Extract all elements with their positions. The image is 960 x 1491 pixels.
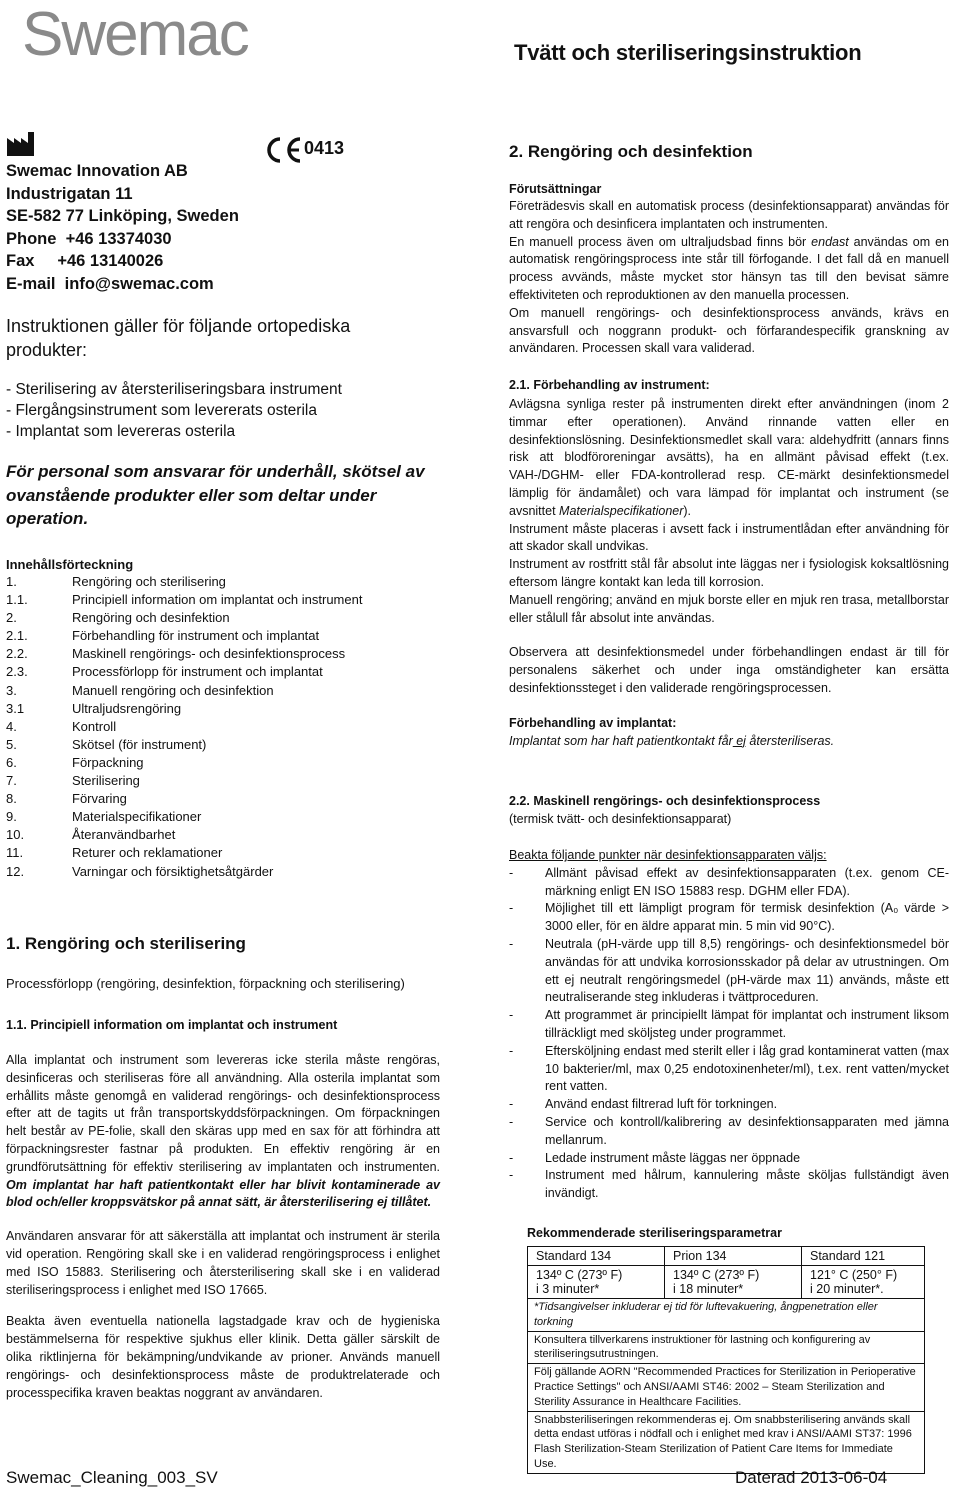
swemac-logo — [20, 0, 290, 70]
list-dash: - — [509, 1150, 514, 1165]
paragraph — [509, 234, 949, 305]
toc-item-label: Ultraljudsrengöring — [72, 700, 182, 716]
document-title: Tvätt och steriliseringsinstruktion — [514, 40, 862, 65]
params-table-wrap — [527, 1246, 925, 1474]
param-note: Snabbsteriliseringen rekommenderas ej. Om snabbsterilisering används skall detta endast utföras i nödfall och i enlighet med krav i ANSI/AAMI ST37: 1996 Flash Sterilization-Steam Sterilization of Patient Care Items for Immediate Use. — [534, 1413, 912, 1470]
list-item-text: Allmänt påvisad effekt av desinfektionsapparaten (t.ex. genom CE-märkning enligt EN ISO 15883 resp. DGHM eller FDA). — [545, 865, 949, 898]
toc-item-number: 2.3. — [6, 664, 28, 680]
list-item-text: Ledade instrument måste läggas ner öppnade — [545, 1150, 801, 1165]
product-item: - Implantat som levereras osterila — [6, 423, 236, 440]
toc-item-number: 2. — [6, 610, 17, 626]
paragraph-text: Implantat som har haft patientkontakt får — [509, 733, 733, 748]
param-note: Konsultera tillverkarens instruktioner för lastning och konfigurering av steriliseringsutrustningen. — [528, 1332, 924, 1365]
toc-item-number: 12. — [6, 863, 25, 879]
toc-item — [6, 790, 446, 808]
toc-item — [6, 591, 446, 609]
toc-item — [6, 573, 446, 591]
paragraph: Instrument måste placeras i avsett fack i instrumentlådan efter användning för att skador skall undvikas. — [509, 521, 949, 554]
toc-item-label: Sterilisering — [72, 773, 140, 789]
toc-item-number: 2.2. — [6, 646, 28, 662]
list-dash: - — [509, 865, 514, 880]
param-cell — [528, 1266, 665, 1299]
paragraph-text: Alla implantat och instrument som levereras icke sterila måste rengöras, desinficeras och steriliseras före all användning. Alla osterila implantat som erhållits måste genomgå en validerad rengörings- och desinfektionsprocess efter att de tagits ut från transportskyddsförpackningen. Om förpackningen helt består av PE-folie, skall den skäras upp med en sax för att förhindra att förpackningsrester fastnar på produkten. En effektiv rengöring är en grundförutsättning för effektiv sterilisering av implantaten och instrumenten. — [6, 1053, 440, 1174]
list-item-text: Möjlighet till ett lämpligt program för termisk desinfektion (A₀ värde > 3000 eller, för en äldre apparat min. 5 min vid 90°C). — [545, 901, 949, 934]
paragraph: Beakta även eventuella nationella lagstadgade krav och de hygieniska bestämmelserna för respektive sjukhus eller klinik. Detta gäller särskilt de olika riktlinjerna för bekämpning/undvikande av prioner. Används manuell rengörings- och desinfektionsprocess måste de produktrelaterade och processpecifika kraven beaktas noggrant av användaren. — [6, 1314, 440, 1400]
toc-item — [6, 863, 446, 881]
param-temp: 134º C (273º F) — [673, 1268, 760, 1282]
params-heading: Rekommenderade steriliseringsparametrar — [527, 1226, 782, 1240]
list-item — [509, 1096, 949, 1114]
section2-2-head — [509, 793, 949, 829]
list-item — [509, 1007, 949, 1043]
list-item-text: Service och kontroll/kalibrering av desinfektionsapparaten med jämna mellanrum. — [545, 1114, 949, 1147]
param-note: Följ gällande AORN "Recommended Practices for Sterilization in Perioperative Practice Settings" och ANSI/AAMI ST46: 2002 – Steam Sterilization and Sterility Assurance in Healthcare Facilities. — [528, 1364, 924, 1411]
toc-item-label: Maskinell rengörings- och desinfektionsprocess — [72, 646, 346, 662]
underlined-text: ej — [732, 733, 746, 748]
paragraph: Manuell rengöring; använd en mjuk borste eller en mjuk ren trasa, metallborstar eller stålull får absolut inte användas. — [509, 592, 949, 625]
product-item: - Flergångsinstrument som levererats osterila — [6, 402, 317, 419]
toc-item — [6, 627, 446, 645]
toc-item-number: 1. — [6, 574, 17, 589]
company-name: Swemac Innovation AB — [6, 162, 188, 180]
section1-heading: 1. Rengöring och sterilisering — [6, 934, 246, 953]
toc-item-label: Återanvändbarhet — [72, 827, 176, 843]
param-note: *Tidsangivelser inkluderar ej tid för luftevakuering, ångpenetration eller torkning — [528, 1299, 924, 1332]
footer-date: Daterad 2013-06-04 — [735, 1468, 888, 1487]
requirements-heading: Beakta följande punkter när desinfektionsapparaten väljs: — [509, 848, 827, 862]
manufacturer-icon — [6, 131, 36, 157]
toc-item-label: Skötsel (för instrument) — [72, 736, 207, 752]
company-address — [6, 160, 446, 295]
list-item — [509, 936, 949, 1007]
toc-item-number: 3.1 — [6, 700, 25, 716]
list-item-text: Neutrala (pH-värde upp till 8,5) rengörings- och desinfektionsmedel bör användas för att undvika korrosionsskador på delar av utrustningen. Om ett ej neutralt rengöringsmedel (pH-värde max 11) används, måste ett neutraliserande steg inkluderas i tvättproceduren. — [545, 936, 949, 1005]
toc-heading: Innehållsförteckning — [6, 557, 134, 572]
paragraph: Om manuell rengörings- och desinfektionsprocess används, krävs en ansvarsfull och noggrann produkt- och förfarandespecifik granskning av användaren. Processen skall vara validerad. — [509, 305, 949, 356]
emphasis: Materialspecifikationer — [559, 503, 684, 518]
toc-item-label: Rengöring och sterilisering — [72, 574, 226, 589]
list-item — [509, 900, 949, 936]
list-item — [509, 1043, 949, 1096]
toc-item-label: Processförlopp för instrument och implantat — [72, 664, 323, 680]
toc-item-number: 11. — [6, 845, 24, 861]
list-item-text: Instrument med hålrum, kannulering måste sköljas fullständigt även invändigt. — [545, 1168, 949, 1201]
toc-item — [6, 663, 446, 681]
list-item-text: Eftersköljning endast med sterilt eller i låg grad kontaminerat vatten (max 10 bakterier/ml, max 0,25 endotoxinenheter/ml), t.ex. rent vatten/mycket rent vatten. — [545, 1043, 949, 1094]
section1-subtitle: Processförlopp (rengöring, desinfektion, förpackning och sterilisering) — [6, 976, 405, 991]
requirements-list — [509, 865, 949, 1203]
section2-1-body — [509, 396, 949, 750]
param-time: i 20 minuter*. — [810, 1282, 884, 1296]
param-col-header: Standard 134 — [528, 1247, 665, 1266]
company-street: Industrigatan 11 — [6, 184, 133, 203]
paragraph-text: ). — [683, 503, 692, 518]
toc-item — [6, 844, 446, 862]
toc-item-number: 7. — [6, 773, 17, 789]
param-temp: 134º C (273º F) — [536, 1268, 623, 1282]
paragraph — [6, 1052, 440, 1212]
toc-item-number: 8. — [6, 791, 17, 807]
toc-item-label: Manuell rengöring och desinfektion — [72, 682, 274, 698]
list-dash: - — [509, 1008, 514, 1023]
toc-item-number: 2.1. — [6, 628, 28, 644]
params-notes — [527, 1299, 925, 1474]
logo-text: Swemac — [22, 0, 248, 69]
paragraph-text: En manuell process även om ultraljudsbad finns bör — [509, 234, 812, 249]
section2-2-heading: 2.2. Maskinell rengörings- och desinfektionsprocess — [509, 794, 821, 808]
param-col-header: Standard 121 — [802, 1247, 925, 1266]
company-fax: Fax +46 13140026 — [6, 252, 164, 270]
toc-item-number: 5. — [6, 736, 17, 752]
list-dash: - — [509, 1168, 514, 1183]
toc-item-label: Förpackning — [72, 754, 144, 770]
paragraph: Användaren ansvarar för att säkerställa att implantat och instrument är sterila vid operation. Rengöring skall ske i en validerad rengöringsprocess i enlighet med ISO 15883. Sterilisering och återsterilisering skall ske i en validerad steriliseringsprocess i enlighet med ISO 17665. — [6, 1229, 440, 1297]
toc-item — [6, 808, 446, 826]
company-email: E-mail info@swemac.com — [6, 274, 214, 293]
implant-heading: Förbehandling av implantat: — [509, 715, 677, 730]
prerequisites-heading: Förutsättningar — [509, 182, 602, 196]
section2-heading: 2. Rengöring och desinfektion — [509, 142, 753, 161]
paragraph-text: Avlägsna synliga rester på instrumenten direkt efter användningen (inom 2 timmar efter operationen). Använd rinnande vatten eller en desinfektionslösning. Desinfektionsmedlet skall vara: aldehydfritt (annars finns risk att blodföroreningar avsätts), ha en allmänt påvisad effekt (t.ex. VAH-/DGHM- eller FDA-kontrollerad resp. CE-märkt desinfektionsmedel lämplig för ändamålet) och vara lämpad för implantat och instrument (se avsnittet — [509, 397, 949, 518]
list-dash: - — [509, 1097, 514, 1112]
list-item — [509, 1150, 949, 1168]
toc-item — [6, 754, 446, 772]
param-col-header: Prion 134 — [665, 1247, 802, 1266]
toc-item-number: 1.1. — [6, 592, 28, 608]
param-cell — [665, 1266, 802, 1299]
toc-item-label: Rengöring och desinfektion — [72, 610, 230, 626]
param-cell — [802, 1266, 925, 1299]
list-dash: - — [509, 1114, 514, 1129]
paragraph: Företrädesvis skall en automatisk process (desinfektionsapparat) användas för att rengöra och desinficera implantaten och instrumenten. — [509, 199, 949, 231]
toc-item-label: Varningar och försiktighetsåtgärder — [72, 863, 274, 879]
param-time: i 3 minuter* — [536, 1282, 600, 1296]
machine-requirements — [509, 847, 949, 1203]
paragraph — [509, 396, 949, 521]
product-item: - Sterilisering av återsteriliseringsbara instrument — [6, 381, 342, 398]
toc-item-label: Förbehandling för instrument och implantat — [72, 628, 320, 644]
list-dash: - — [509, 936, 514, 951]
list-item — [509, 1167, 949, 1203]
toc-item-number: 9. — [6, 809, 17, 825]
toc-item-label: Materialspecifikationer — [72, 809, 202, 825]
toc-item-number: 10. — [6, 827, 25, 843]
param-time: i 18 minuter* — [673, 1282, 744, 1296]
toc-item-number: 6. — [6, 754, 17, 770]
toc-item — [6, 772, 446, 790]
paragraph-text: återsteriliseras. — [745, 733, 835, 748]
list-dash: - — [509, 901, 514, 916]
section1-1-heading: 1.1. Principiell information om implantat och instrument — [6, 1018, 338, 1032]
params-table — [527, 1246, 925, 1299]
toc-item-label: Kontroll — [72, 718, 117, 734]
paragraph: Instrument av rostfritt stål får absolut inte läggas ner i fysiologisk koksaltlösning eftersom längre kontakt kan leda till korrosion. — [509, 557, 949, 589]
section1-1-body — [6, 1052, 440, 1402]
paragraph: Observera att desinfektionsmedel under förbehandlingen endast är till för personalens säkerhet och under inga omständigheter kan ersätta desinfektionssteget i den validerade rengöringsprocessen. — [509, 645, 949, 695]
toc-item-number: 3. — [6, 682, 17, 698]
staff-note: För personal som ansvarar för underhåll, skötsel av ovanstående produkter eller som deltar under operation. — [6, 462, 425, 528]
toc-item — [6, 736, 446, 754]
toc-item — [6, 718, 446, 736]
toc-item — [6, 826, 446, 844]
emphasis: endast — [811, 234, 849, 249]
list-item-text: Använd endast filtrerad luft för torkningen. — [545, 1097, 778, 1112]
toc-item — [6, 645, 446, 663]
warning-text: Om implantat har haft patientkontakt eller har blivit kontaminerade av blod och/eller kroppsvätskor på annat sätt, är återsterilisering ej tillåtet. — [6, 1177, 440, 1210]
toc-item — [6, 682, 446, 700]
toc-item — [6, 700, 446, 718]
list-item — [509, 1114, 949, 1150]
company-city: SE-582 77 Linköping, Sweden — [6, 207, 239, 225]
section2-2-subtitle: (termisk tvätt- och desinfektionsapparat) — [509, 811, 732, 826]
toc-item — [6, 609, 446, 627]
toc-item-label: Förvaring — [72, 791, 127, 807]
table-of-contents — [6, 573, 446, 881]
toc-item-label: Returer och reklamationer — [72, 845, 223, 861]
list-item-text: Att programmet är principiellt lämpat för implantat och instrument liksom tillräckligt med sköljsteg under programmet. — [545, 1008, 949, 1040]
footer-doc-id: Swemac_Cleaning_003_SV — [6, 1468, 218, 1487]
prerequisites-body — [509, 198, 949, 358]
toc-item-label: Principiell information om implantat och instrument — [72, 592, 363, 608]
product-list — [6, 379, 446, 442]
paragraph-text: användas om en automatisk rengöringsprocess inte står till förfogande. I det fall då en manuell process avvänds, måste mycket stor hänsyn tas till den bevisat sämre effektiviteten och reproduktionen av den manuella processen. — [509, 234, 949, 302]
toc-item-number: 4. — [6, 718, 17, 734]
section2-1-heading: 2.1. Förbehandling av instrument: — [509, 378, 710, 392]
list-item — [509, 865, 949, 901]
param-temp: 121° C (250° F) — [810, 1268, 898, 1282]
implant-note — [509, 733, 949, 751]
company-phone: Phone +46 13374030 — [6, 229, 172, 248]
list-dash: - — [509, 1043, 514, 1058]
intro-text: Instruktionen gäller för följande ortopediska produkter: — [6, 316, 351, 360]
ce-number: 0413 — [304, 138, 345, 158]
